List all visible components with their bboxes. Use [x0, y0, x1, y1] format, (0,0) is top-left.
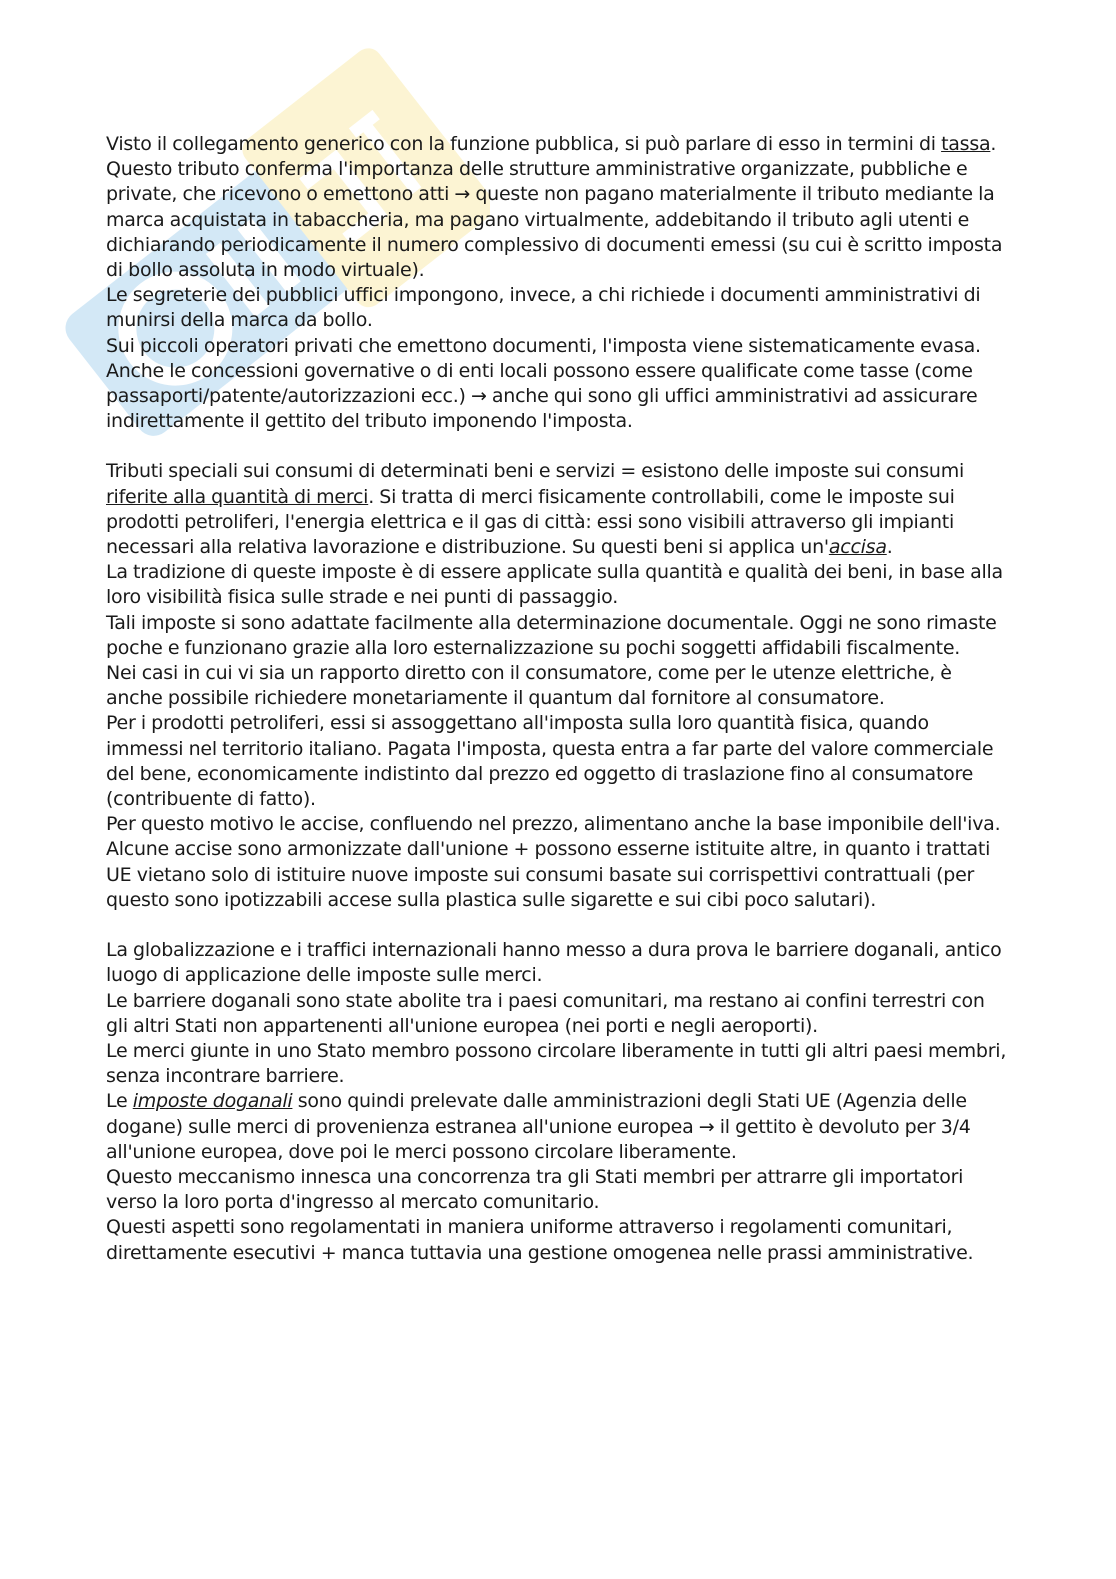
- paragraph: Le segreterie dei pubblici uffici impongono, invece, a chi richiede i documenti amministrativi di munirsi della marca da bollo.: [106, 284, 981, 332]
- paragraph: Anche le concessioni governative o di enti locali possono essere qualificate come tasse (come passaporti/patente/autorizzazioni ecc.) → anche qui sono gli uffici amministrativi ad assicurare indirettamente il gettito del tributo imponendo l'imposta.: [106, 359, 978, 433]
- paragraph: Sui piccoli operatori privati che emettono documenti, l'imposta viene sistematicamente evasa.: [106, 334, 981, 357]
- paragraph: Le imposte doganali sono quindi prelevate dalle amministrazioni degli Stati UE (Agenzia delle dogane) sulle merci di provenienza estranea all'unione europea → il gettito è devoluto per 3/4 all'unione europea, dove poi le merci possono circolare liberamente.: [106, 1090, 971, 1163]
- section-spacer: [106, 913, 1011, 938]
- paragraph: Questo meccanismo innesca una concorrenza tra gli Stati membri per attrarre gli importatori verso la loro porta d'ingresso al mercato comunitario.: [106, 1165, 964, 1214]
- paragraph: Questi aspetti sono regolamentati in maniera uniforme attraverso i regolamenti comunitari, direttamente esecutivi + manca tuttavia una gestione omogenea nelle prassi amministrative.: [106, 1216, 974, 1264]
- paragraph: Le barriere doganali sono state abolite tra i paesi comunitari, ma restano ai confini terrestri con gli altri Stati non appartenenti all'unione europea (nei porti e negli aeroporti).: [106, 989, 985, 1037]
- paragraph: Nei casi in cui vi sia un rapporto diretto con il consumatore, come per le utenze elettriche, è anche possibile richiedere monetariamente il quantum dal fornitore al consumatore.: [106, 662, 952, 710]
- paragraph: Questo tributo conferma l'importanza delle strutture amministrative organizzate, pubbliche e private, che ricevono o emettono atti → queste non pagano materialmente il tributo mediante la marca acquistata in tabaccheria, ma pagano virtualmente, addebitando il tributo agli utenti e dichiarando periodicamente il numero complessivo di documenti emessi (su cui è scritto imposta di bollo assoluta in modo virtuale).: [106, 158, 1003, 282]
- paragraph: Alcune accise sono armonizzate dall'unione + possono esserne istituite altre, in quanto i trattati UE vietano solo di istituire nuove imposte sui consumi basate sui corrispettivi contrattuali (per questo sono ipotizzabili accese sulla plastica sulle sigarette e sui cibi poco salutari).: [106, 838, 991, 911]
- paragraph: Le merci giunte in uno Stato membro possono circolare liberamente in tutti gli altri paesi membri, senza incontrare barriere.: [106, 1039, 1007, 1088]
- paragraph: La tradizione di queste imposte è di essere applicate sulla quantità e qualità dei beni, in base alla loro visibilità fisica sulle strade e nei punti di passaggio.: [106, 561, 1003, 609]
- paragraph: Visto il collegamento generico con la funzione pubblica, si può parlare di esso in termini di tassa.: [106, 133, 997, 155]
- paragraph: Per questo motivo le accise, confluendo nel prezzo, alimentano anche la base imponibile dell'iva.: [106, 813, 1001, 836]
- paragraph: Tributi speciali sui consumi di determinati beni e servizi = esistono delle imposte sui consumi riferite alla quantità di merci. Si tratta di merci fisicamente controllabili, come le imposte sui prodotti petroliferi, l'energia elettrica e il gas di città: essi sono visibili attraverso gli impianti necessari alla relativa lavorazione e distribuzione. Su questi beni si applica un'accisa.: [106, 460, 965, 559]
- section-spacer: [106, 434, 1011, 459]
- paragraph: Per i prodotti petroliferi, essi si assoggettano all'imposta sulla loro quantità fisica, quando immessi nel territorio italiano. Pagata l'imposta, questa entra a far parte del valore commerciale del bene, economicamente indistinto dal prezzo ed oggetto di traslazione fino al consumatore (contribuente di fatto).: [106, 712, 994, 811]
- paragraph: Tali imposte si sono adattate facilmente alla determinazione documentale. Oggi ne sono rimaste poche e funzionano grazie alla loro esternalizzazione su pochi soggetti affidabili fiscalmente.: [106, 611, 997, 659]
- paragraph: La globalizzazione e i traffici internazionali hanno messo a dura prova le barriere doganali, antico luogo di applicazione delle imposte sulle merci.: [106, 939, 1002, 987]
- document-body: [106, 132, 1011, 1266]
